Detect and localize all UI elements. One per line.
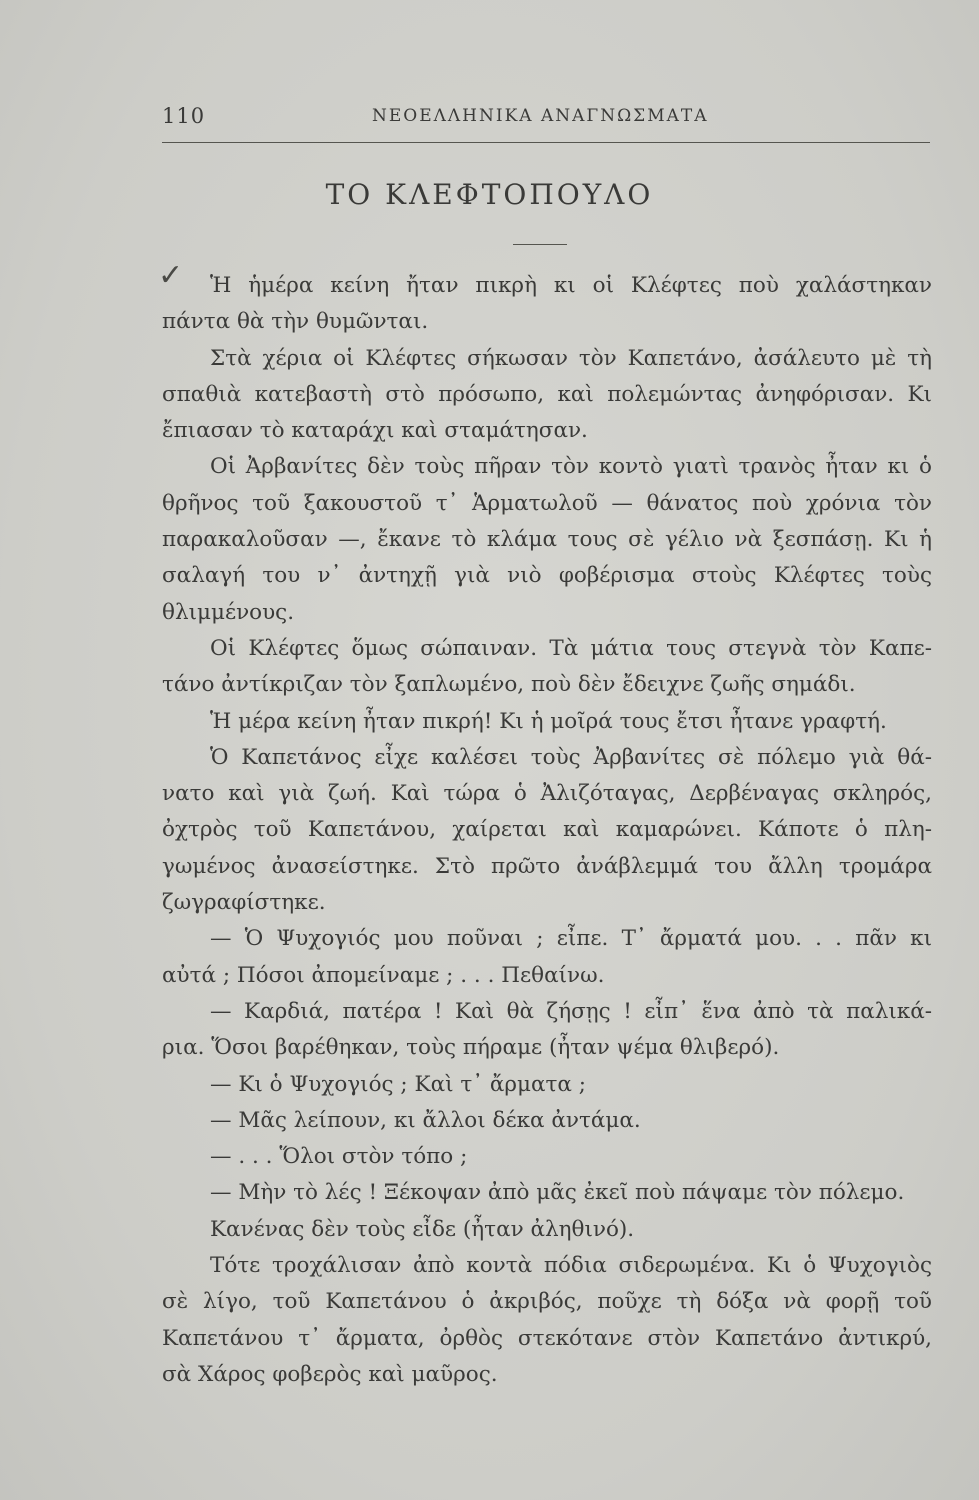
text-line: θλιμμένους. <box>162 599 295 625</box>
text-line: Καπετάνου τ᾿ ἄρματα, ὀρθὸς στεκότανε στὸν Καπετάνο ἀντικρύ, <box>162 1325 932 1351</box>
text-line: Ἡ ἡμέρα κείνη ἤταν πικρὴ κι οἱ Κλέφτες ποὺ χαλάστηκαν <box>210 273 932 298</box>
text-line: — . . . Ὅλοι στὸν τόπο ; <box>210 1144 468 1170</box>
header-divider <box>162 142 930 143</box>
text-line: νατο καὶ γιὰ ζωή. Καὶ τώρα ὁ Ἀλιζόταγας, Δερβέναγας σκληρός, <box>162 781 932 807</box>
text-line: παρακαλοῦσαν —, ἔκανε τὸ κλάμα τους σὲ γέλιο νὰ ξεσπάσῃ. Κι ἡ <box>162 527 932 553</box>
page-number: 110 <box>162 104 206 128</box>
text-line: — Ὁ Ψυχογιός μου ποῦναι ; εἶπε. Τ᾿ ἄρματά μου. . . πᾶν κι <box>210 926 932 952</box>
text-line: γωμένος ἀνασείστηκε. Στὸ πρῶτο ἀνάβλεμμά του ἄλλη τρομάρα <box>162 853 932 879</box>
text-line: σὰ Χάρος φοβερὸς καὶ μαῦρος. <box>162 1361 498 1387</box>
text-line: σπαθιὰ κατεβαστὴ στὸ πρόσωπο, καὶ πολεμώντας ἀνηφόρισαν. Κι <box>162 381 932 407</box>
text-line: Ἡ μέρα κείνη ἦταν πικρή! Κι ἡ μοῖρά τους ἔτσι ἦτανε γραφτή. <box>210 708 887 734</box>
text-line: — Μᾶς λείπουν, κι ἄλλοι δέκα ἀντάμα. <box>210 1107 641 1133</box>
text-line: αὐτά ; Πόσοι ἀπομείναμε ; . . . Πεθαίνω. <box>162 962 605 988</box>
text-line: θρῆνος τοῦ ξακουστοῦ τ᾿ Ἁρματωλοῦ — θάνατος ποὺ χρόνια τὸν <box>162 490 932 516</box>
text-line: Τότε τροχάλισαν ἀπὸ κοντὰ πόδια σιδερωμένα. Κι ὁ Ψυχογιὸς <box>210 1253 932 1279</box>
text-line: πάντα θὰ τὴν θυμῶνται. <box>162 309 429 335</box>
text-line: ἔπιασαν τὸ καταράχι καὶ σταμάτησαν. <box>162 418 588 444</box>
text-line: Οἱ Κλέφτες ὅμως σώπαιναν. Τὰ μάτια τους στεγνὰ τὸν Καπε- <box>210 635 932 661</box>
title-divider <box>513 244 567 245</box>
text-line: ζωγραφίστηκε. <box>162 890 326 916</box>
text-line: ρια. Ὅσοι βαρέθηκαν, τοὺς πήραμε (ἦταν ψέμα θλιβερό). <box>162 1035 780 1061</box>
text-line: Στὰ χέρια οἱ Κλέφτες σήκωσαν τὸν Καπετάνο, ἀσάλευτο μὲ τὴ <box>210 345 932 371</box>
margin-check-mark: ✓ <box>158 258 184 293</box>
text-line: — Καρδιά, πατέρα ! Καὶ θὰ ζήσῃς ! εἶπ᾿ ἕνα ἀπὸ τὰ παλικά- <box>210 998 932 1024</box>
text-line: τάνο ἀντίκριζαν τὸν ξαπλωμένο, ποὺ δὲν ἔδειχνε ζωῆς σημάδι. <box>162 672 856 698</box>
text-line: Οἱ Ἀρβανίτες δὲν τοὺς πῆραν τὸν κοντὸ γιατὶ τρανὸς ἦταν κι ὁ <box>210 454 932 480</box>
text-line: σὲ λίγο, τοῦ Καπετάνου ὁ ἀκριβός, ποῦχε τὴ δόξα νὰ φορῇ τοῦ <box>162 1289 932 1315</box>
page-header <box>162 96 930 136</box>
body-text <box>162 268 932 1393</box>
text-line: Ὁ Καπετάνος εἶχε καλέσει τοὺς Ἀρβανίτες σὲ πόλεμο γιὰ θά- <box>210 744 932 770</box>
chapter-title: ΤΟ ΚΛΕΦΤΟΠΟΥΛΟ <box>325 178 654 211</box>
text-line: — Κι ὁ Ψυχογιός ; Καὶ τ᾿ ἄρματα ; <box>210 1071 586 1097</box>
text-line: — Μὴν τὸ λές ! Ξέκοψαν ἀπὸ μᾶς ἐκεῖ ποὺ πάψαμε τὸν πόλεμο. <box>210 1180 905 1206</box>
running-head: ΝΕΟΕΛΛΗΝΙΚΑ ΑΝΑΓΝΩΣΜΑΤΑ <box>372 106 709 126</box>
text-line: σαλαγή του ν᾿ ἀντηχῇ γιὰ νιὸ φοβέρισμα στοὺς Κλέφτες τοὺς <box>162 563 932 589</box>
text-line: ὀχτρὸς τοῦ Καπετάνου, χαίρεται καὶ καμαρώνει. Κάποτε ὁ πλη- <box>162 817 932 843</box>
text-line: Κανένας δὲν τοὺς εἶδε (ἦταν ἀληθινό). <box>210 1216 635 1242</box>
